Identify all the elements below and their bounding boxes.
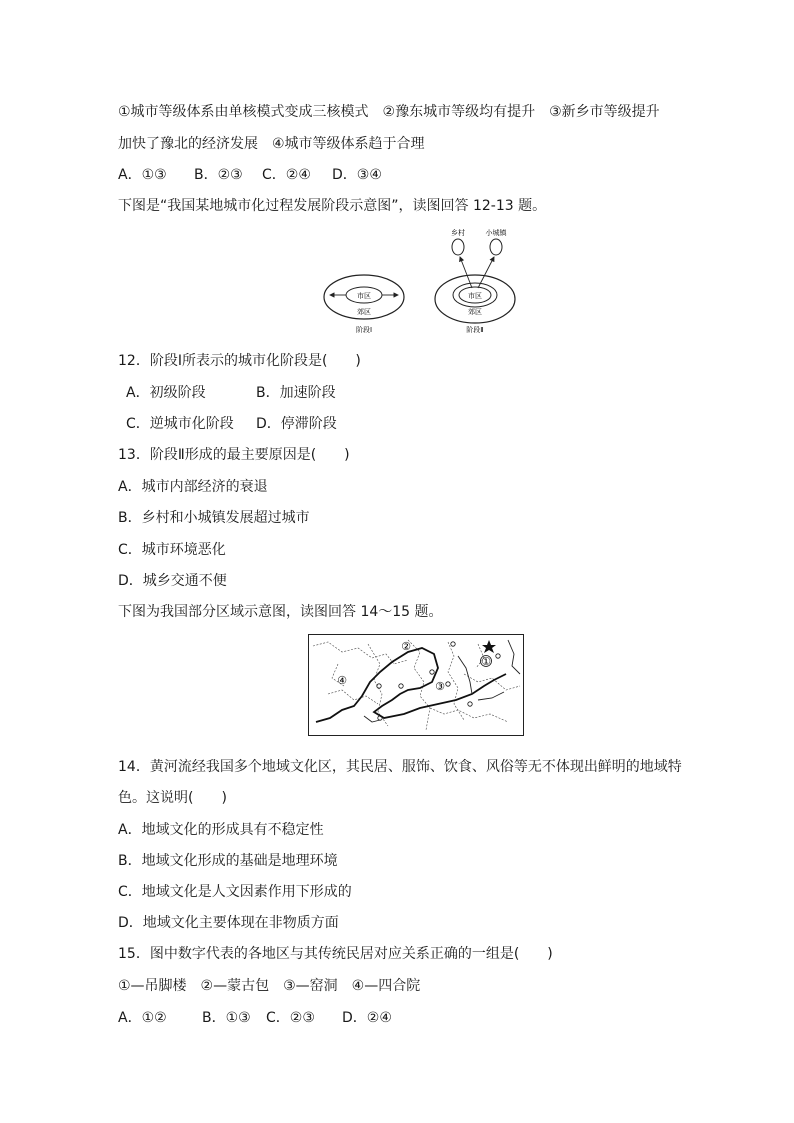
q12-option-d[interactable]: D．停滞阶段	[256, 416, 337, 432]
q14-stem-line2: 色。这说明( )	[118, 790, 227, 806]
intro-14-15: 下图为我国部分区域示意图，读图回答 14～15 题。	[118, 604, 443, 620]
stage1-diagram	[324, 275, 404, 334]
q13-option-b[interactable]: B．乡村和小城镇发展超过城市	[118, 510, 310, 526]
q12-option-c[interactable]: C．逆城市化阶段	[126, 416, 234, 432]
q11-options	[118, 165, 382, 185]
stage2-ring-label: 郊区	[468, 308, 482, 316]
q14-option-c[interactable]: C．地域文化是人文因素作用下形成的	[118, 884, 352, 900]
q13-option-a[interactable]: A．城市内部经济的衰退	[118, 479, 268, 495]
q14-stem-line1: 14．黄河流经我国多个地域文化区，其民居、服饰、饮食、风俗等无不体现出鲜明的地域特	[118, 759, 682, 775]
q15-options	[118, 1008, 392, 1028]
q15-stem: 15．图中数字代表的各地区与其传统民居对应关系正确的一组是( )	[118, 946, 553, 962]
stage1-caption: 阶段Ⅰ	[355, 326, 373, 334]
stage2-diagram	[435, 228, 515, 334]
q13-stem: 13．阶段Ⅱ形成的最主要原因是( )	[118, 447, 350, 463]
q15-pairs: ①—吊脚楼 ②—蒙古包 ③—窑洞 ④—四合院	[118, 978, 421, 994]
region-label-4: ④	[337, 674, 347, 687]
stage1-ring-label: 郊区	[357, 308, 371, 316]
q14-option-a[interactable]: A．地域文化的形成具有不稳定性	[118, 822, 324, 838]
q13-option-d[interactable]: D．城乡交通不便	[118, 573, 227, 589]
q15-option-d[interactable]: D．②④	[342, 1010, 392, 1026]
region-label-3: ③	[435, 680, 445, 693]
stage2-town-label: 小城镇	[485, 229, 507, 237]
q14-option-d[interactable]: D．地域文化主要体现在非物质方面	[118, 915, 339, 931]
q12-stem: 12．阶段Ⅰ所表示的城市化阶段是( )	[118, 353, 361, 369]
stage2-center-label: 市区	[468, 292, 482, 300]
q13-option-c[interactable]: C．城市环境恶化	[118, 542, 226, 558]
q11-option-d[interactable]: D．③④	[332, 167, 382, 183]
q14-option-b[interactable]: B．地域文化形成的基础是地理环境	[118, 853, 338, 869]
q12-options-row2	[126, 414, 337, 434]
stage2-caption: 阶段Ⅱ	[466, 326, 484, 334]
stage1-center-label: 市区	[357, 292, 371, 300]
q15-option-a[interactable]: A．①②	[118, 1010, 167, 1026]
q12-options-row1	[126, 383, 336, 403]
q11-statements-line1: ①城市等级体系由单核模式变成三核模式 ②豫东城市等级均有提升 ③新乡市等级提升	[118, 104, 660, 120]
region-label-2: ②	[401, 640, 411, 653]
q11-statements-line2: 加快了豫北的经济发展 ④城市等级体系趋于合理	[118, 136, 425, 152]
q11-option-c[interactable]: C．②④	[262, 167, 311, 183]
q15-option-b[interactable]: B．①③	[202, 1010, 251, 1026]
q15-option-c[interactable]: C．②③	[266, 1010, 315, 1026]
region-map-figure	[308, 634, 524, 736]
region-label-1: ①	[481, 655, 491, 668]
q12-option-a[interactable]: A．初级阶段	[126, 385, 206, 401]
intro-12-13: 下图是“我国某地城市化过程发展阶段示意图”，读图回答 12-13 题。	[118, 198, 547, 214]
urbanization-stage-figure	[320, 226, 520, 338]
stage2-village-label: 乡村	[451, 229, 465, 237]
q12-option-b[interactable]: B．加速阶段	[256, 385, 336, 401]
q11-option-b[interactable]: B．②③	[194, 167, 243, 183]
q11-option-a[interactable]: A．①③	[118, 167, 167, 183]
